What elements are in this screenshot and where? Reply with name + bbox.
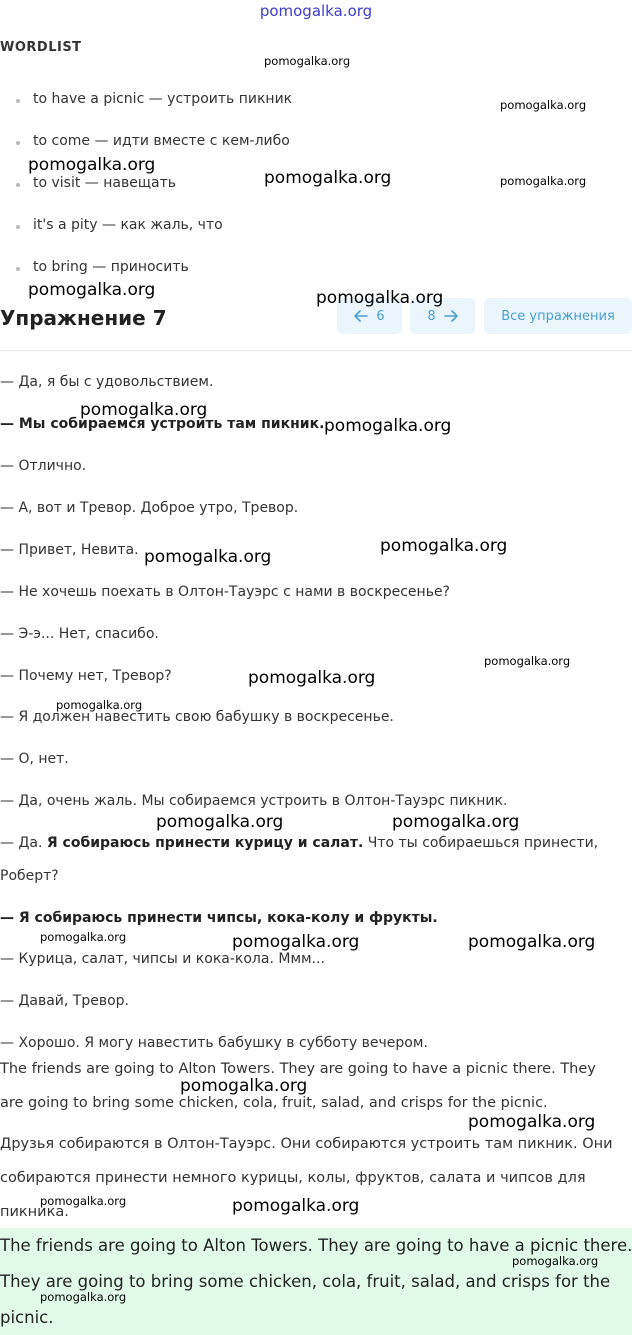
- dialogue-text: Что ты собираешься принести,: [363, 835, 599, 851]
- dialogue-line: — Курица, салат, чипсы и кока-кола. Ммм...: [0, 951, 325, 967]
- all-exercises-button[interactable]: [484, 298, 632, 334]
- all-exercises-label: Все упражнения: [501, 308, 615, 324]
- dialogue-bold-text: Я собираюсь принести курицу и салат.: [46, 835, 364, 851]
- exercise-title: Упражнение 7: [0, 306, 167, 330]
- wordlist-item: to come — идти вместе с кем-либо: [33, 133, 290, 149]
- summary-en-line: are going to bring some chicken, cola, fruit, salad, and crisps for the picnic.: [0, 1095, 548, 1111]
- arrow-right-icon: [444, 310, 458, 322]
- site-header-link[interactable]: pomogalka.org: [259, 2, 373, 20]
- dialogue-line: — Давай, Тревор.: [0, 993, 130, 1009]
- summary-ru-line: собираются принести немного курицы, колы, фруктов, салата и чипсов для: [0, 1170, 586, 1186]
- dialogue-line: [0, 835, 598, 851]
- dialogue-line: — А, вот и Тревор. Доброе утро, Тревор.: [0, 500, 299, 516]
- dialogue-line: — Э-э... Нет, спасибо.: [0, 626, 159, 642]
- watermark: pomogalka.org: [264, 168, 392, 188]
- dialogue-line: — Я должен навестить свою бабушку в воскресенье.: [0, 709, 394, 725]
- prev-exercise-button[interactable]: [337, 298, 402, 334]
- dialogue-line: — Хорошо. Я могу навестить бабушку в субботу вечером.: [0, 1035, 428, 1051]
- divider: [0, 350, 632, 351]
- dialogue-line: — Да, очень жаль. Мы собираемся устроить в Олтон-Тауэрс пикник.: [0, 793, 508, 809]
- bullet-icon: [16, 141, 20, 145]
- watermark: pomogalka.org: [324, 416, 452, 436]
- dialogue-line: [0, 910, 438, 926]
- dialogue-line: — О, нет.: [0, 751, 69, 767]
- wordlist-item: to bring — приносить: [33, 259, 189, 275]
- summary-en-line: The friends are going to Alton Towers. They are going to have a picnic there. They: [0, 1061, 596, 1077]
- answer-line: They are going to bring some chicken, cola, fruit, salad, and crisps for the: [0, 1272, 611, 1291]
- watermark: pomogalka.org: [40, 1290, 127, 1304]
- watermark: pomogalka.org: [28, 280, 156, 300]
- prev-exercise-label: 6: [376, 308, 385, 324]
- watermark: pomogalka.org: [180, 1076, 308, 1096]
- dialogue-line: — Отлично.: [0, 458, 87, 474]
- watermark: pomogalka.org: [56, 698, 143, 712]
- next-exercise-label: 8: [427, 308, 436, 324]
- watermark: pomogalka.org: [380, 536, 508, 556]
- watermark: pomogalka.org: [468, 932, 596, 952]
- wordlist-title: WORDLIST: [0, 40, 82, 55]
- summary-ru-line: Друзья собираются в Олтон-Тауэрс. Они собираются устроить там пикник. Они: [0, 1136, 613, 1152]
- wordlist-item: it's a pity — как жаль, что: [33, 217, 223, 233]
- watermark: pomogalka.org: [512, 1254, 599, 1268]
- wordlist-item: to have a picnic — устроить пикник: [33, 91, 293, 107]
- watermark: pomogalka.org: [40, 930, 127, 944]
- wordlist-item: to visit — навещать: [33, 175, 177, 191]
- dialogue-line: — Привет, Невита.: [0, 542, 139, 558]
- bullet-icon: [16, 99, 20, 103]
- watermark: pomogalka.org: [500, 174, 587, 188]
- dialogue-bold-text: — Я собираюсь принести чипсы, кока-колу и фрукты.: [0, 910, 438, 926]
- dialogue-line: — Почему нет, Тревор?: [0, 668, 172, 684]
- watermark: pomogalka.org: [500, 98, 587, 112]
- watermark: pomogalka.org: [144, 547, 272, 567]
- watermark: pomogalka.org: [264, 54, 351, 68]
- answer-line: picnic.: [0, 1308, 54, 1327]
- watermark: pomogalka.org: [80, 400, 208, 420]
- next-exercise-button[interactable]: [410, 298, 475, 334]
- watermark: pomogalka.org: [40, 1194, 127, 1208]
- watermark: pomogalka.org: [232, 1196, 360, 1216]
- bullet-icon: [16, 183, 20, 187]
- bullet-icon: [16, 225, 20, 229]
- dialogue-line: [0, 416, 324, 432]
- dialogue-text: — Да.: [0, 835, 47, 851]
- watermark: pomogalka.org: [316, 288, 444, 308]
- dialogue-line: — Не хочешь поехать в Олтон-Тауэрс с нами в воскресенье?: [0, 584, 450, 600]
- watermark: pomogalka.org: [248, 668, 376, 688]
- watermark: pomogalka.org: [232, 932, 360, 952]
- dialogue-line: — Да, я бы с удовольствием.: [0, 374, 214, 390]
- watermark: pomogalka.org: [28, 155, 156, 175]
- watermark: pomogalka.org: [392, 812, 520, 832]
- watermark: pomogalka.org: [468, 1112, 596, 1132]
- summary-ru-line: пикника.: [0, 1204, 69, 1220]
- dialogue-bold-text: — Мы собираемся устроить там пикник.: [0, 416, 325, 432]
- arrow-left-icon: [354, 310, 368, 322]
- answer-line: The friends are going to Alton Towers. They are going to have a picnic there.: [0, 1236, 632, 1255]
- watermark: pomogalka.org: [156, 812, 284, 832]
- watermark: pomogalka.org: [484, 654, 571, 668]
- bullet-icon: [16, 267, 20, 271]
- dialogue-line: Роберт?: [0, 868, 59, 884]
